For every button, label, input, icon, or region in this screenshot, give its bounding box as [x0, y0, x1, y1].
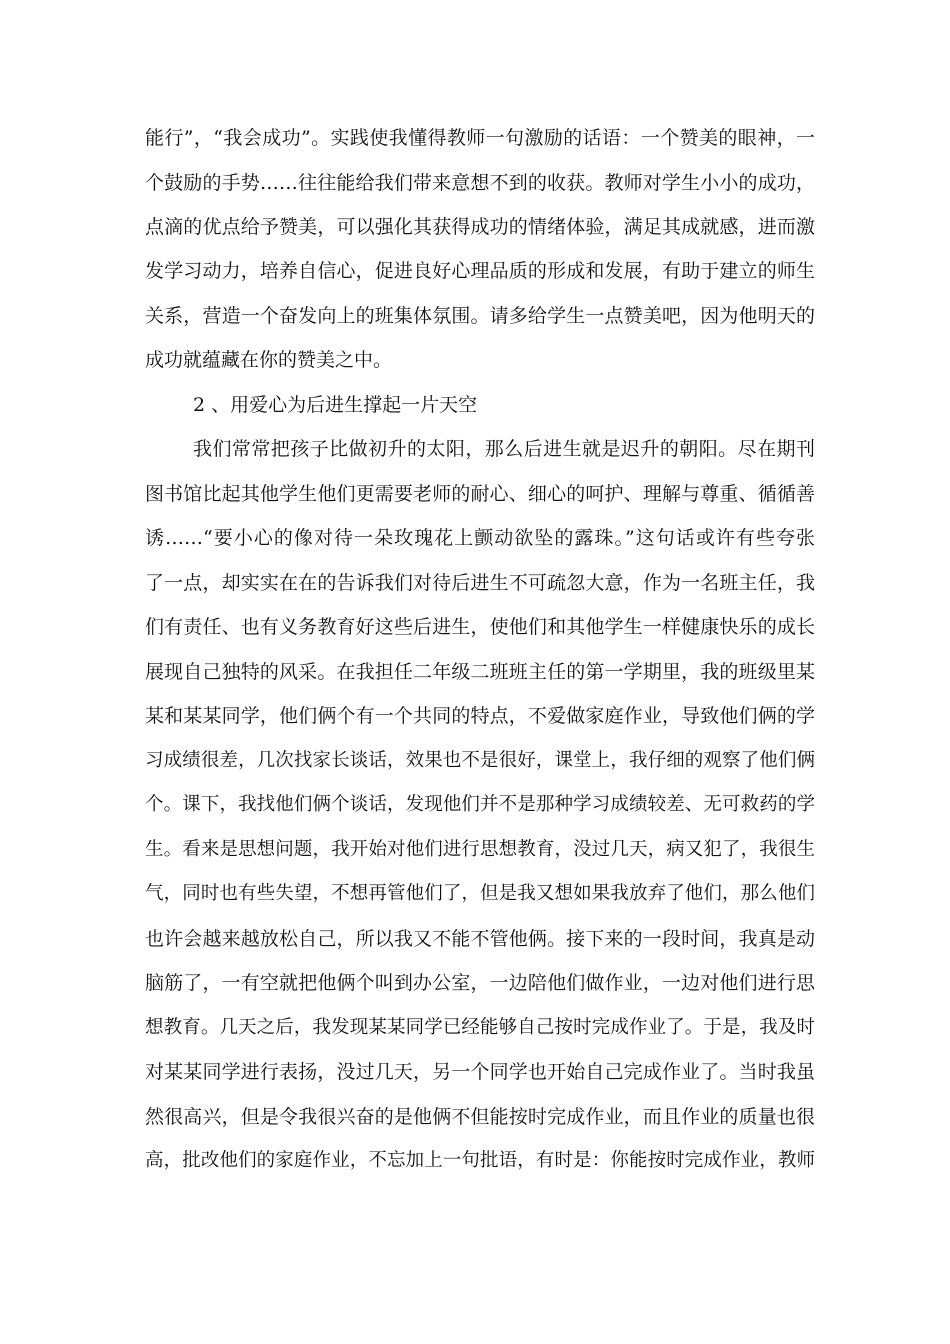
text-line: 点滴的优点给予赞美，可以强化其获得成功的情绪体验，满足其成就感，进而激 — [145, 216, 815, 238]
text-line: 脑筋了，一有空就把他俩个叫到办公室，一边陪他们做作业，一边对他们进行思 — [145, 972, 815, 994]
text-line: 诱……“要小心的像对待一朵玫瑰花上颤动欲坠的露珠。”这句话或许有些夸张 — [145, 527, 815, 549]
text-line: 展现自己独特的风采。在我担任二年级二班班主任的第一学期里，我的班级里某 — [145, 661, 815, 683]
text-line: 个鼓励的手势……往往能给我们带来意想不到的收获。教师对学生小小的成功， — [145, 172, 815, 194]
text-line: 想教育。几天之后，我发现某某同学已经能够自己按时完成作业了。于是，我及时 — [145, 1017, 815, 1038]
text-line: 关系，营造一个奋发向上的班集体氛围。请多给学生一点赞美吧，因为他明天的 — [145, 305, 815, 327]
text-line: 某和某某同学，他们俩个有一个共同的特点，不爱做家庭作业，导致他们俩的学 — [145, 705, 815, 727]
text-line: 高，批改他们的家庭作业，不忘加上一句批语，有时是：你能按时完成作业，教师 — [145, 1150, 815, 1171]
text-line: 习成绩很差，几次找家长谈话，效果也不是很好，课堂上，我仔细的观察了他们俩 — [145, 750, 815, 771]
text-line: 们有责任、也有义务教育好这些后进生，使他们和其他学生一样健康快乐的成长 — [145, 616, 815, 638]
text-line: 生。看来是思想问题，我开始对他们进行思想教育，没过几天，病又犯了，我很生 — [145, 839, 815, 860]
text-line: 发学习动力，培养自信心，促进良好心理品质的形成和发展，有助于建立的师生 — [145, 260, 815, 282]
section-heading: 2 、用爱心为后进生撑起一片天空 — [193, 394, 478, 416]
text-line: 对某某同学进行表扬，没过几天，另一个同学也开始自己完成作业了。当时我虽 — [145, 1061, 815, 1083]
text-line: 成功就蕴藏在你的赞美之中。 — [145, 349, 393, 371]
text-line: 能行”，“我会成功”。实践使我懂得教师一句激励的话语：一个赞美的眼神，一 — [145, 127, 815, 149]
text-line: 然很高兴，但是令我很兴奋的是他俩不但能按时完成作业，而且作业的质量也很 — [145, 1106, 815, 1128]
text-line: 了一点，却实实在在的告诉我们对待后进生不可疏忽大意，作为一名班主任，我 — [145, 572, 815, 594]
text-line: 我们常常把孩子比做初升的太阳，那么后进生就是迟升的朝阳。尽在期刊 — [193, 438, 815, 460]
text-line: 气，同时也有些失望，不想再管他们了，但是我又想如果我放弃了他们，那么他们 — [145, 883, 815, 904]
text-line: 也许会越来越放松自己，所以我又不能不管他俩。接下来的一段时间，我真是动 — [145, 928, 815, 950]
text-line: 个。课下，我找他们俩个谈话，发现他们并不是那种学习成绩较差、无可救药的学 — [145, 794, 815, 815]
text-line: 图书馆比起其他学生他们更需要老师的耐心、细心的呵护、理解与尊重、循循善 — [145, 483, 815, 505]
